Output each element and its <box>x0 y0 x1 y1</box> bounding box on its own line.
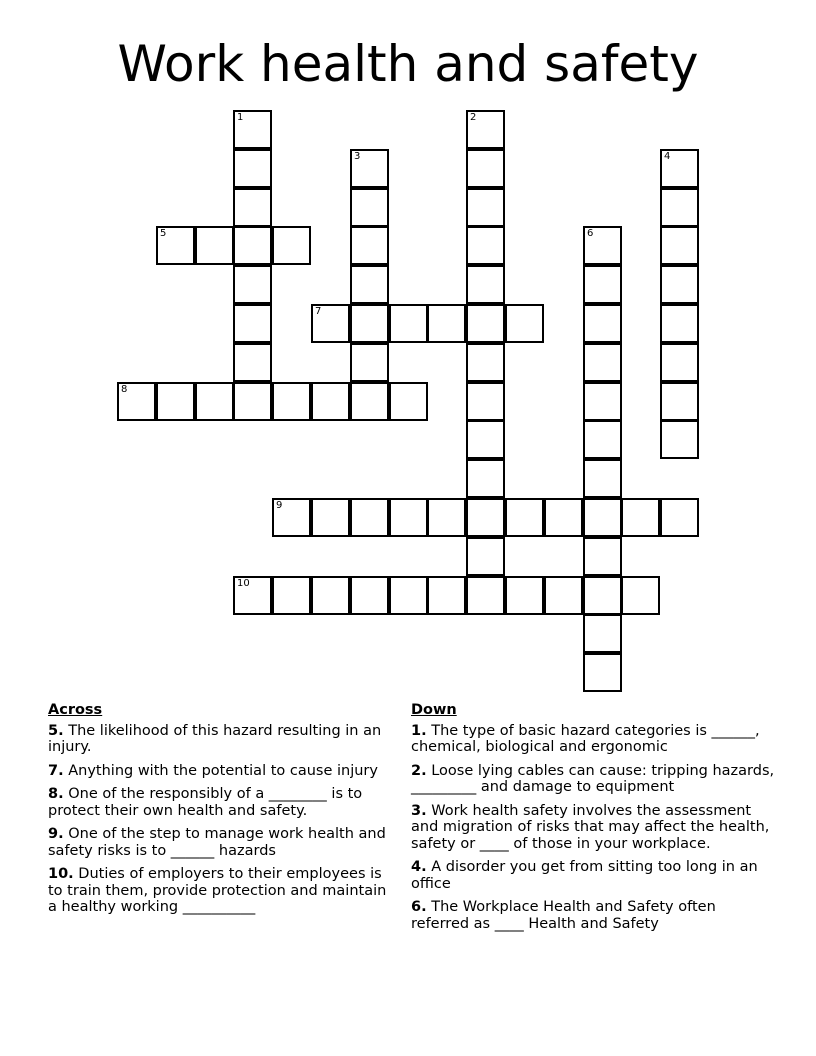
clue-text: The likelihood of this hazard resulting in an injury. <box>48 722 382 755</box>
crossword-cell[interactable] <box>272 576 311 615</box>
crossword-cell[interactable] <box>466 304 505 343</box>
crossword-cell[interactable] <box>660 498 699 537</box>
crossword-cell[interactable] <box>466 498 505 537</box>
crossword-cell[interactable] <box>466 149 505 188</box>
crossword-cell[interactable] <box>583 459 622 498</box>
crossword-cell[interactable] <box>621 576 660 615</box>
crossword-cell[interactable] <box>466 537 505 576</box>
crossword-cell[interactable] <box>311 382 350 421</box>
crossword-cell[interactable] <box>583 265 622 304</box>
crossword-cell[interactable] <box>466 420 505 459</box>
clue-number: 4. <box>411 859 427 875</box>
crossword-cell[interactable] <box>233 110 272 149</box>
crossword-cell[interactable] <box>466 459 505 498</box>
across-clue-9 <box>48 826 398 859</box>
cell-number: 3 <box>354 151 361 162</box>
cell-number: 7 <box>315 306 322 317</box>
down-clues <box>411 702 776 939</box>
crossword-cell[interactable] <box>544 576 583 615</box>
across-clue-10 <box>48 866 398 916</box>
crossword-cell[interactable] <box>466 188 505 227</box>
clue-text: The Workplace Health and Safety often referred as ____ Health and Safety <box>411 899 716 932</box>
cell-number: 1 <box>237 112 244 123</box>
crossword-cell[interactable] <box>389 304 428 343</box>
crossword-cell[interactable] <box>583 614 622 653</box>
crossword-cell[interactable] <box>389 498 428 537</box>
clue-number: 9. <box>48 826 64 842</box>
crossword-cell[interactable] <box>389 382 428 421</box>
crossword-cell[interactable] <box>117 382 156 421</box>
clue-number: 5. <box>48 722 64 739</box>
crossword-cell[interactable] <box>583 420 622 459</box>
clue-number: 8. <box>48 786 64 802</box>
crossword-cell[interactable] <box>544 498 583 537</box>
crossword-cell[interactable] <box>350 343 389 382</box>
clue-text: Anything with the potential to cause injury <box>68 762 378 779</box>
cell-number: 10 <box>237 578 250 589</box>
crossword-cell[interactable] <box>311 304 350 343</box>
crossword-cell[interactable] <box>350 576 389 615</box>
clue-text: A disorder you get from sitting too long in an office <box>411 859 758 892</box>
crossword-cell[interactable] <box>272 382 311 421</box>
across-clues <box>48 702 398 923</box>
clue-text: Loose lying cables can cause: tripping hazards, _________ and damage to equipment <box>411 762 775 795</box>
across-clue-5 <box>48 723 398 756</box>
clue-text: One of the step to manage work health and safety risks is to ______ hazards <box>48 826 386 859</box>
crossword-cell[interactable] <box>466 110 505 149</box>
crossword-cell[interactable] <box>156 382 195 421</box>
crossword-cell[interactable] <box>427 304 466 343</box>
crossword-cell[interactable] <box>233 382 272 421</box>
crossword-cell[interactable] <box>660 265 699 304</box>
crossword-cell[interactable] <box>311 576 350 615</box>
crossword-cell[interactable] <box>660 226 699 265</box>
crossword-cell[interactable] <box>660 304 699 343</box>
crossword-cell[interactable] <box>233 265 272 304</box>
crossword-cell[interactable] <box>427 498 466 537</box>
crossword-cell[interactable] <box>660 343 699 382</box>
crossword-cell[interactable] <box>583 226 622 265</box>
across-clue-8 <box>48 786 398 819</box>
crossword-cell[interactable] <box>233 343 272 382</box>
crossword-cell[interactable] <box>350 226 389 265</box>
cell-number: 5 <box>160 228 167 239</box>
crossword-cell[interactable] <box>350 304 389 343</box>
crossword-cell[interactable] <box>466 576 505 615</box>
cell-number: 9 <box>276 500 283 511</box>
crossword-cell[interactable] <box>583 653 622 692</box>
clue-number: 3. <box>411 802 427 819</box>
crossword-cell[interactable] <box>466 226 505 265</box>
crossword-cell[interactable] <box>466 382 505 421</box>
crossword-cell[interactable] <box>350 265 389 304</box>
crossword-cell[interactable] <box>233 226 272 265</box>
crossword-cell[interactable] <box>660 382 699 421</box>
crossword-cell[interactable] <box>583 343 622 382</box>
crossword-cell[interactable] <box>427 576 466 615</box>
crossword-cell[interactable] <box>583 498 622 537</box>
down-clue-2 <box>411 763 776 796</box>
crossword-cell[interactable] <box>466 343 505 382</box>
clue-number: 2. <box>411 762 427 779</box>
crossword-cell[interactable] <box>505 498 544 537</box>
crossword-cell[interactable] <box>311 498 350 537</box>
down-heading: Down <box>411 702 457 718</box>
crossword-cell[interactable] <box>583 576 622 615</box>
clue-number: 7. <box>48 762 64 779</box>
crossword-cell[interactable] <box>583 537 622 576</box>
down-clue-6 <box>411 899 776 932</box>
crossword-cell[interactable] <box>660 188 699 227</box>
crossword-cell[interactable] <box>583 304 622 343</box>
clue-text: The type of basic hazard categories is ______, chemical, biological and ergonomic <box>411 722 760 755</box>
crossword-cell[interactable] <box>233 576 272 615</box>
clue-number: 1. <box>411 722 427 739</box>
cell-number: 2 <box>470 112 477 123</box>
across-clue-7 <box>48 763 398 780</box>
cell-number: 8 <box>121 384 128 395</box>
crossword-cell[interactable] <box>466 265 505 304</box>
crossword-cell[interactable] <box>660 420 699 459</box>
crossword-cell[interactable] <box>505 304 544 343</box>
crossword-cell[interactable] <box>505 576 544 615</box>
crossword-cell[interactable] <box>389 576 428 615</box>
crossword-cell[interactable] <box>583 382 622 421</box>
crossword-cell[interactable] <box>233 188 272 227</box>
crossword-cell[interactable] <box>350 188 389 227</box>
cell-number: 6 <box>587 228 594 239</box>
crossword-cell[interactable] <box>350 382 389 421</box>
clue-number: 6. <box>411 899 427 915</box>
crossword-cell[interactable] <box>660 149 699 188</box>
down-clue-1 <box>411 723 776 756</box>
down-clue-3 <box>411 803 776 853</box>
clue-text: Duties of employers to their employees is to train them, provide protection and maintain a healthy working __________ <box>48 866 387 915</box>
crossword-cell[interactable] <box>233 304 272 343</box>
across-heading: Across <box>48 702 103 718</box>
crossword-cell[interactable] <box>156 226 195 265</box>
crossword-cell[interactable] <box>233 149 272 188</box>
crossword-cell[interactable] <box>195 382 234 421</box>
down-clue-4 <box>411 859 776 892</box>
clue-text: One of the responsibly of a ________ is to protect their own health and safety. <box>48 786 363 819</box>
crossword-cell[interactable] <box>272 226 311 265</box>
cell-number: 4 <box>664 151 671 162</box>
crossword-cell[interactable] <box>350 149 389 188</box>
crossword-cell[interactable] <box>272 498 311 537</box>
clue-text: Work health safety involves the assessment and migration of risks that may affect the health, safety or ____ of those in your workplace. <box>411 802 770 852</box>
crossword-cell[interactable] <box>350 498 389 537</box>
crossword-cell[interactable] <box>621 498 660 537</box>
clue-number: 10. <box>48 866 74 882</box>
crossword-cell[interactable] <box>195 226 234 265</box>
page-title: Work health and safety <box>117 35 699 93</box>
